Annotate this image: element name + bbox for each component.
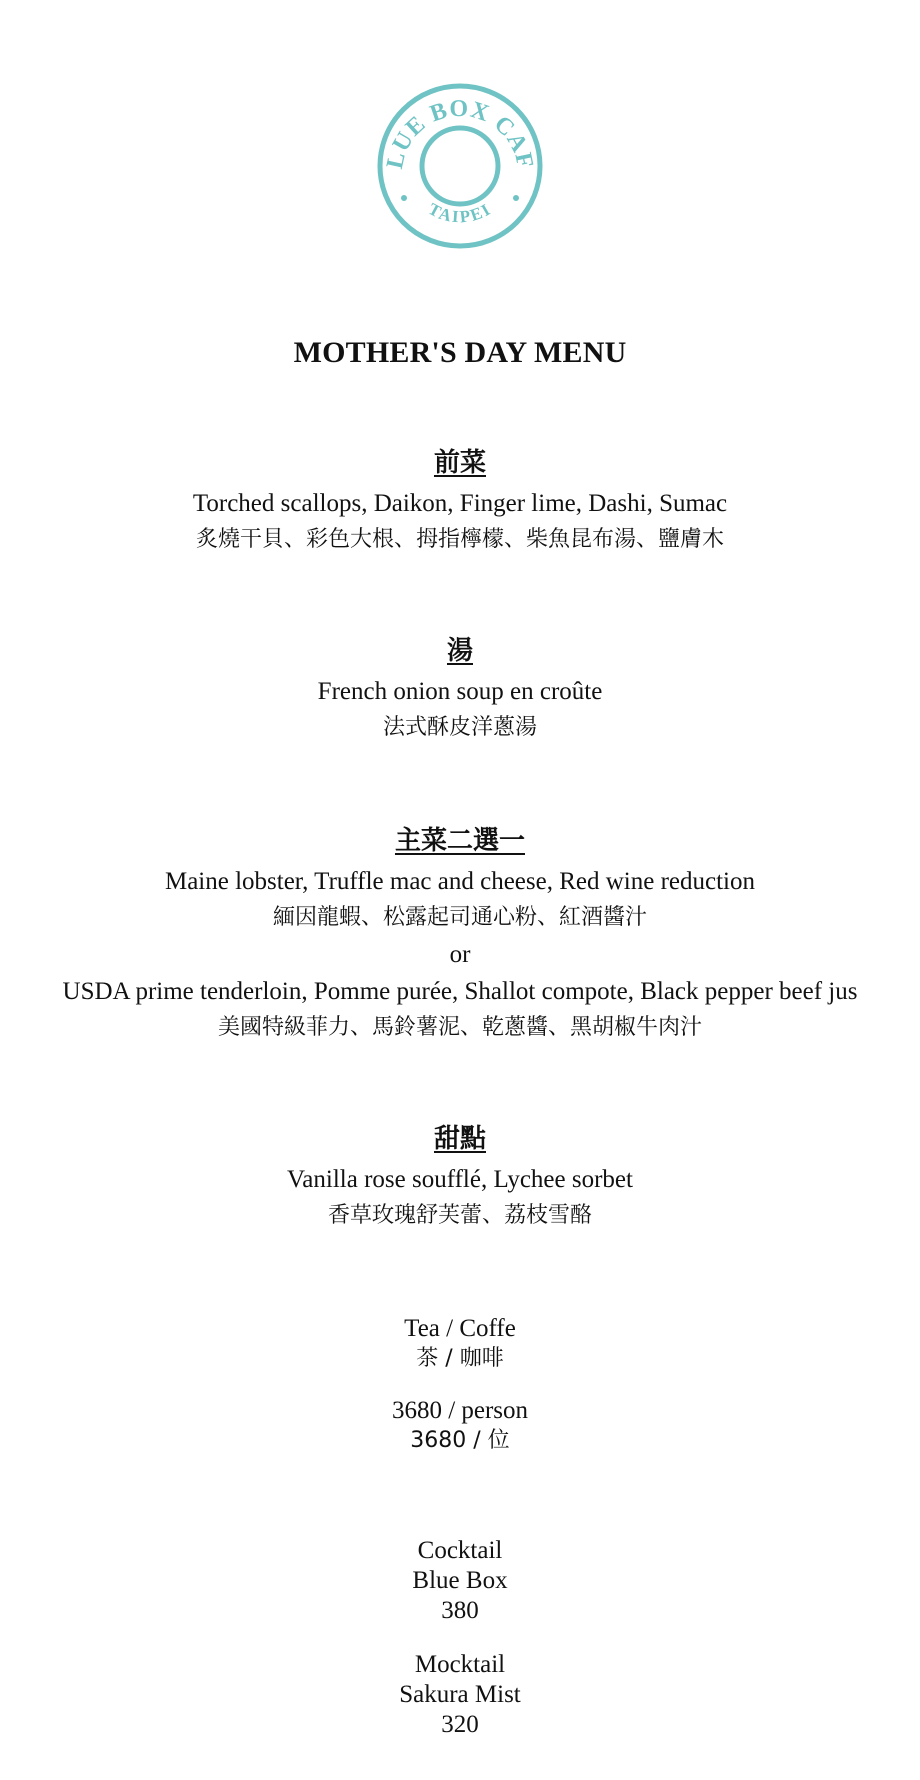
appetizer-en: Torched scallops, Daikon, Finger lime, Dashi, Sumac (192, 490, 728, 517)
appetizer-zh: 炙燒干貝、彩色大根、拇指檸檬、柴魚昆布湯、鹽膚木 (195, 527, 724, 552)
appetizer-section (0, 446, 920, 558)
menu-title: MOTHER'S DAY MENU (293, 336, 627, 369)
dessert-section (0, 1122, 920, 1234)
main-option2-zh: 美國特級菲力、馬鈴薯泥、乾蔥醬、黑胡椒牛肉汁 (217, 1015, 702, 1040)
price-zh: 3680 / 位 (410, 1428, 510, 1453)
drinks-zh: 茶 / 咖啡 (416, 1346, 504, 1371)
soup-zh: 法式酥皮洋蔥湯 (382, 715, 537, 740)
dessert-heading: 甜點 (433, 1124, 486, 1154)
cocktail-name: Blue Box (412, 1567, 508, 1594)
main-option2-en: USDA prime tenderloin, Pomme purée, Shallot compote, Black pepper beef jus (62, 978, 858, 1005)
mocktail-name: Sakura Mist (399, 1681, 521, 1708)
main-course-section (0, 824, 920, 1046)
drinks-block (0, 1314, 920, 1374)
dessert-zh: 香草玫瑰舒芙蕾、荔枝雪酪 (327, 1203, 592, 1228)
drinks-en: Tea / Coffe (404, 1315, 516, 1342)
logo-brand-text: LUE BOX CAF (381, 95, 538, 172)
soup-heading: 湯 (446, 636, 473, 666)
price-en: 3680 / person (391, 1397, 529, 1424)
soup-en: French onion soup en croûte (317, 678, 603, 705)
appetizer-heading: 前菜 (433, 448, 486, 478)
main-option1-en: Maine lobster, Truffle mac and cheese, Red wine reduction (164, 868, 756, 895)
main-option1-zh: 緬因龍蝦、松露起司通心粉、紅酒醬汁 (272, 905, 647, 930)
mocktail-block (0, 1650, 920, 1740)
blue-box-cafe-logo (376, 82, 544, 250)
soup-section (0, 634, 920, 746)
main-or: or (449, 941, 471, 968)
cocktail-block (0, 1536, 920, 1626)
main-heading: 主菜二選一 (394, 826, 525, 856)
cocktail-label: Cocktail (417, 1537, 503, 1564)
price-block (0, 1396, 920, 1456)
cocktail-price: 380 (441, 1597, 479, 1624)
mocktail-label: Mocktail (414, 1651, 506, 1678)
dessert-en: Vanilla rose soufflé, Lychee sorbet (287, 1166, 633, 1193)
mocktail-price: 320 (441, 1711, 479, 1738)
logo-city-text: TAIPEI (425, 199, 495, 227)
